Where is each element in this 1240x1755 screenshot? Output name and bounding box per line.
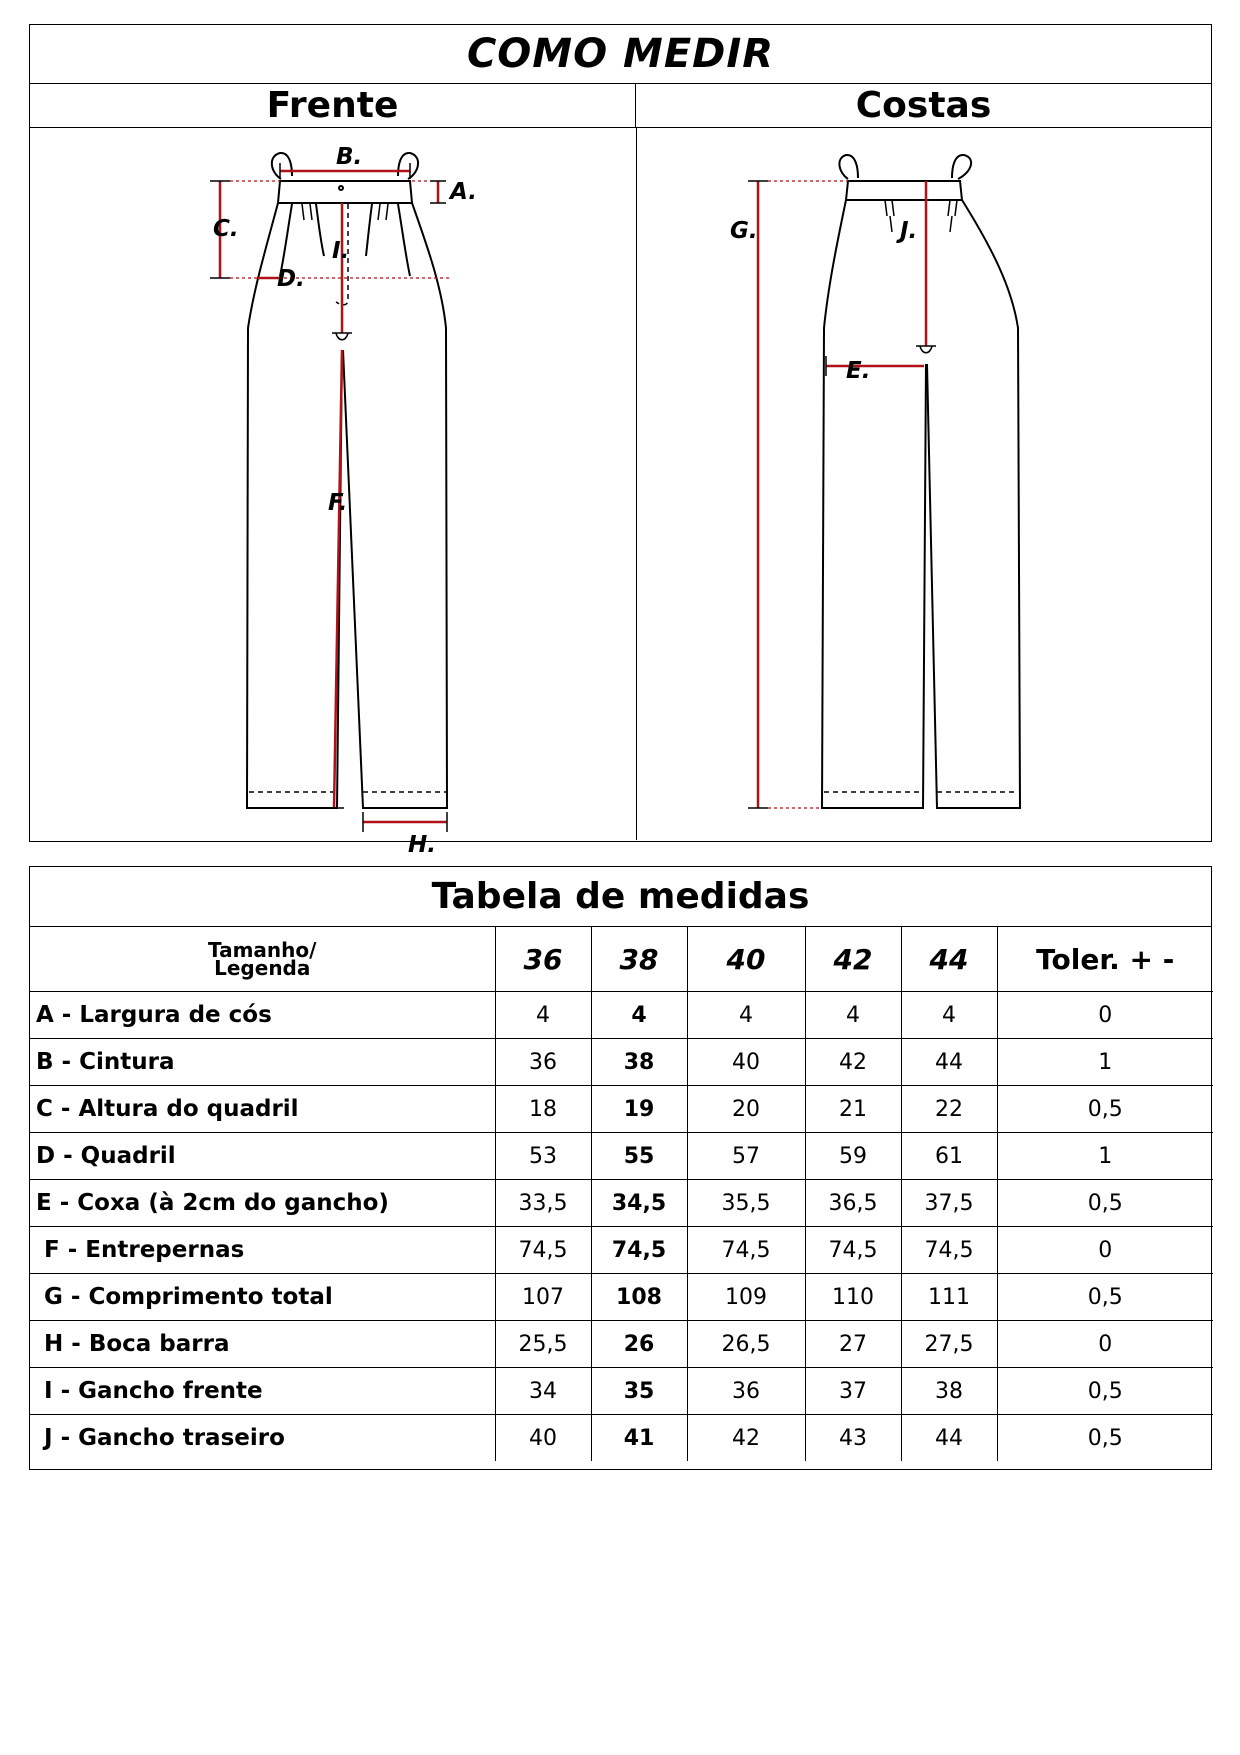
legend-header [30, 927, 495, 992]
measurement-value: 41 [591, 1415, 687, 1462]
table-row [30, 1039, 1213, 1086]
tolerance-header: Toler. + - [997, 927, 1213, 992]
size-header: 42 [805, 927, 901, 992]
tolerance-value: 0 [997, 992, 1213, 1039]
measurement-value: 33,5 [495, 1180, 591, 1227]
tolerance-value: 1 [997, 1133, 1213, 1180]
table-row [30, 1086, 1213, 1133]
mark-label-a: A. [450, 179, 477, 205]
measurement-label: F - Entrepernas [30, 1227, 495, 1274]
measurement-value: 44 [901, 1039, 997, 1086]
measurement-value: 109 [687, 1274, 805, 1321]
measurement-value: 19 [591, 1086, 687, 1133]
measurement-label: I - Gancho frente [30, 1368, 495, 1415]
size-header: 38 [591, 927, 687, 992]
table-row [30, 1227, 1213, 1274]
mark-label-j: J. [900, 218, 918, 244]
table-row [30, 1415, 1213, 1462]
measurement-value: 21 [805, 1086, 901, 1133]
size-chart [29, 866, 1212, 1470]
mark-label-i: I. [332, 238, 350, 264]
measurement-value: 74,5 [591, 1227, 687, 1274]
table-title: Tabela de medidas [30, 867, 1211, 927]
measurement-label: A - Largura de cós [30, 992, 495, 1039]
measurement-value: 36 [687, 1368, 805, 1415]
measurement-value: 44 [901, 1415, 997, 1462]
measurement-value: 4 [591, 992, 687, 1039]
measurement-value: 34,5 [591, 1180, 687, 1227]
measurement-value: 40 [687, 1039, 805, 1086]
measurement-label: D - Quadril [30, 1133, 495, 1180]
table-row [30, 1274, 1213, 1321]
measurement-value: 107 [495, 1274, 591, 1321]
page-title: COMO MEDIR [30, 25, 1211, 84]
measurement-label: E - Coxa (à 2cm do gancho) [30, 1180, 495, 1227]
measurement-value: 4 [687, 992, 805, 1039]
measurement-value: 18 [495, 1086, 591, 1133]
size-header: 40 [687, 927, 805, 992]
table-row [30, 1321, 1213, 1368]
measurement-value: 40 [495, 1415, 591, 1462]
front-view-heading: Frente [30, 84, 636, 128]
measurement-value: 37 [805, 1368, 901, 1415]
how-to-measure-panel [29, 24, 1212, 858]
tolerance-value: 0,5 [997, 1274, 1213, 1321]
measurement-value: 38 [591, 1039, 687, 1086]
measurements-table [30, 927, 1213, 1461]
measurement-value: 57 [687, 1133, 805, 1180]
measurement-value: 74,5 [805, 1227, 901, 1274]
measurement-value: 26,5 [687, 1321, 805, 1368]
measurement-value: 27 [805, 1321, 901, 1368]
back-measure-lines [748, 181, 936, 808]
measurement-label: C - Altura do quadril [30, 1086, 495, 1133]
legend-header-line2: Legenda [214, 956, 311, 980]
table-row [30, 992, 1213, 1039]
back-pants-drawing [822, 155, 1020, 808]
tolerance-value: 0 [997, 1227, 1213, 1274]
measurement-value: 27,5 [901, 1321, 997, 1368]
measurement-value: 4 [495, 992, 591, 1039]
size-header: 44 [901, 927, 997, 992]
measurement-label: B - Cintura [30, 1039, 495, 1086]
mark-label-g: G. [730, 218, 758, 244]
measurement-value: 36,5 [805, 1180, 901, 1227]
measurement-label: J - Gancho traseiro [30, 1415, 495, 1462]
measurement-value: 74,5 [687, 1227, 805, 1274]
mark-label-h: H. [408, 832, 436, 858]
tolerance-value: 0,5 [997, 1368, 1213, 1415]
measurement-value: 4 [805, 992, 901, 1039]
tolerance-value: 0,5 [997, 1086, 1213, 1133]
tolerance-value: 1 [997, 1039, 1213, 1086]
header-row [30, 927, 1213, 992]
measurement-value: 36 [495, 1039, 591, 1086]
table-row [30, 1180, 1213, 1227]
measurement-value: 108 [591, 1274, 687, 1321]
measurement-value: 61 [901, 1133, 997, 1180]
measurement-value: 74,5 [495, 1227, 591, 1274]
back-view-heading: Costas [636, 84, 1211, 128]
legend-header-line1: Tamanho/ [208, 938, 317, 962]
measurement-value: 4 [901, 992, 997, 1039]
mark-label-e: E. [846, 358, 871, 384]
measurement-value: 55 [591, 1133, 687, 1180]
measurement-label: H - Boca barra [30, 1321, 495, 1368]
measurement-value: 38 [901, 1368, 997, 1415]
size-header: 36 [495, 927, 591, 992]
mark-label-d: D. [277, 266, 305, 292]
measurement-value: 110 [805, 1274, 901, 1321]
mark-label-c: C. [213, 216, 239, 242]
measurement-value: 26 [591, 1321, 687, 1368]
measurement-value: 22 [901, 1086, 997, 1133]
measurement-value: 20 [687, 1086, 805, 1133]
measurement-value: 42 [687, 1415, 805, 1462]
table-row [30, 1368, 1213, 1415]
table-row [30, 1133, 1213, 1180]
measurement-label: G - Comprimento total [30, 1274, 495, 1321]
measurement-value: 34 [495, 1368, 591, 1415]
measurement-value: 25,5 [495, 1321, 591, 1368]
measurement-value: 74,5 [901, 1227, 997, 1274]
measurement-value: 59 [805, 1133, 901, 1180]
mark-label-b: B. [336, 144, 363, 170]
measurement-value: 42 [805, 1039, 901, 1086]
measurement-value: 35,5 [687, 1180, 805, 1227]
measurement-value: 111 [901, 1274, 997, 1321]
tolerance-value: 0 [997, 1321, 1213, 1368]
mark-label-f: F. [328, 490, 348, 516]
measurement-value: 43 [805, 1415, 901, 1462]
tolerance-value: 0,5 [997, 1415, 1213, 1462]
measurement-value: 35 [591, 1368, 687, 1415]
tolerance-value: 0,5 [997, 1180, 1213, 1227]
pants-diagram [30, 128, 1210, 858]
measurement-value: 53 [495, 1133, 591, 1180]
measurement-value: 37,5 [901, 1180, 997, 1227]
